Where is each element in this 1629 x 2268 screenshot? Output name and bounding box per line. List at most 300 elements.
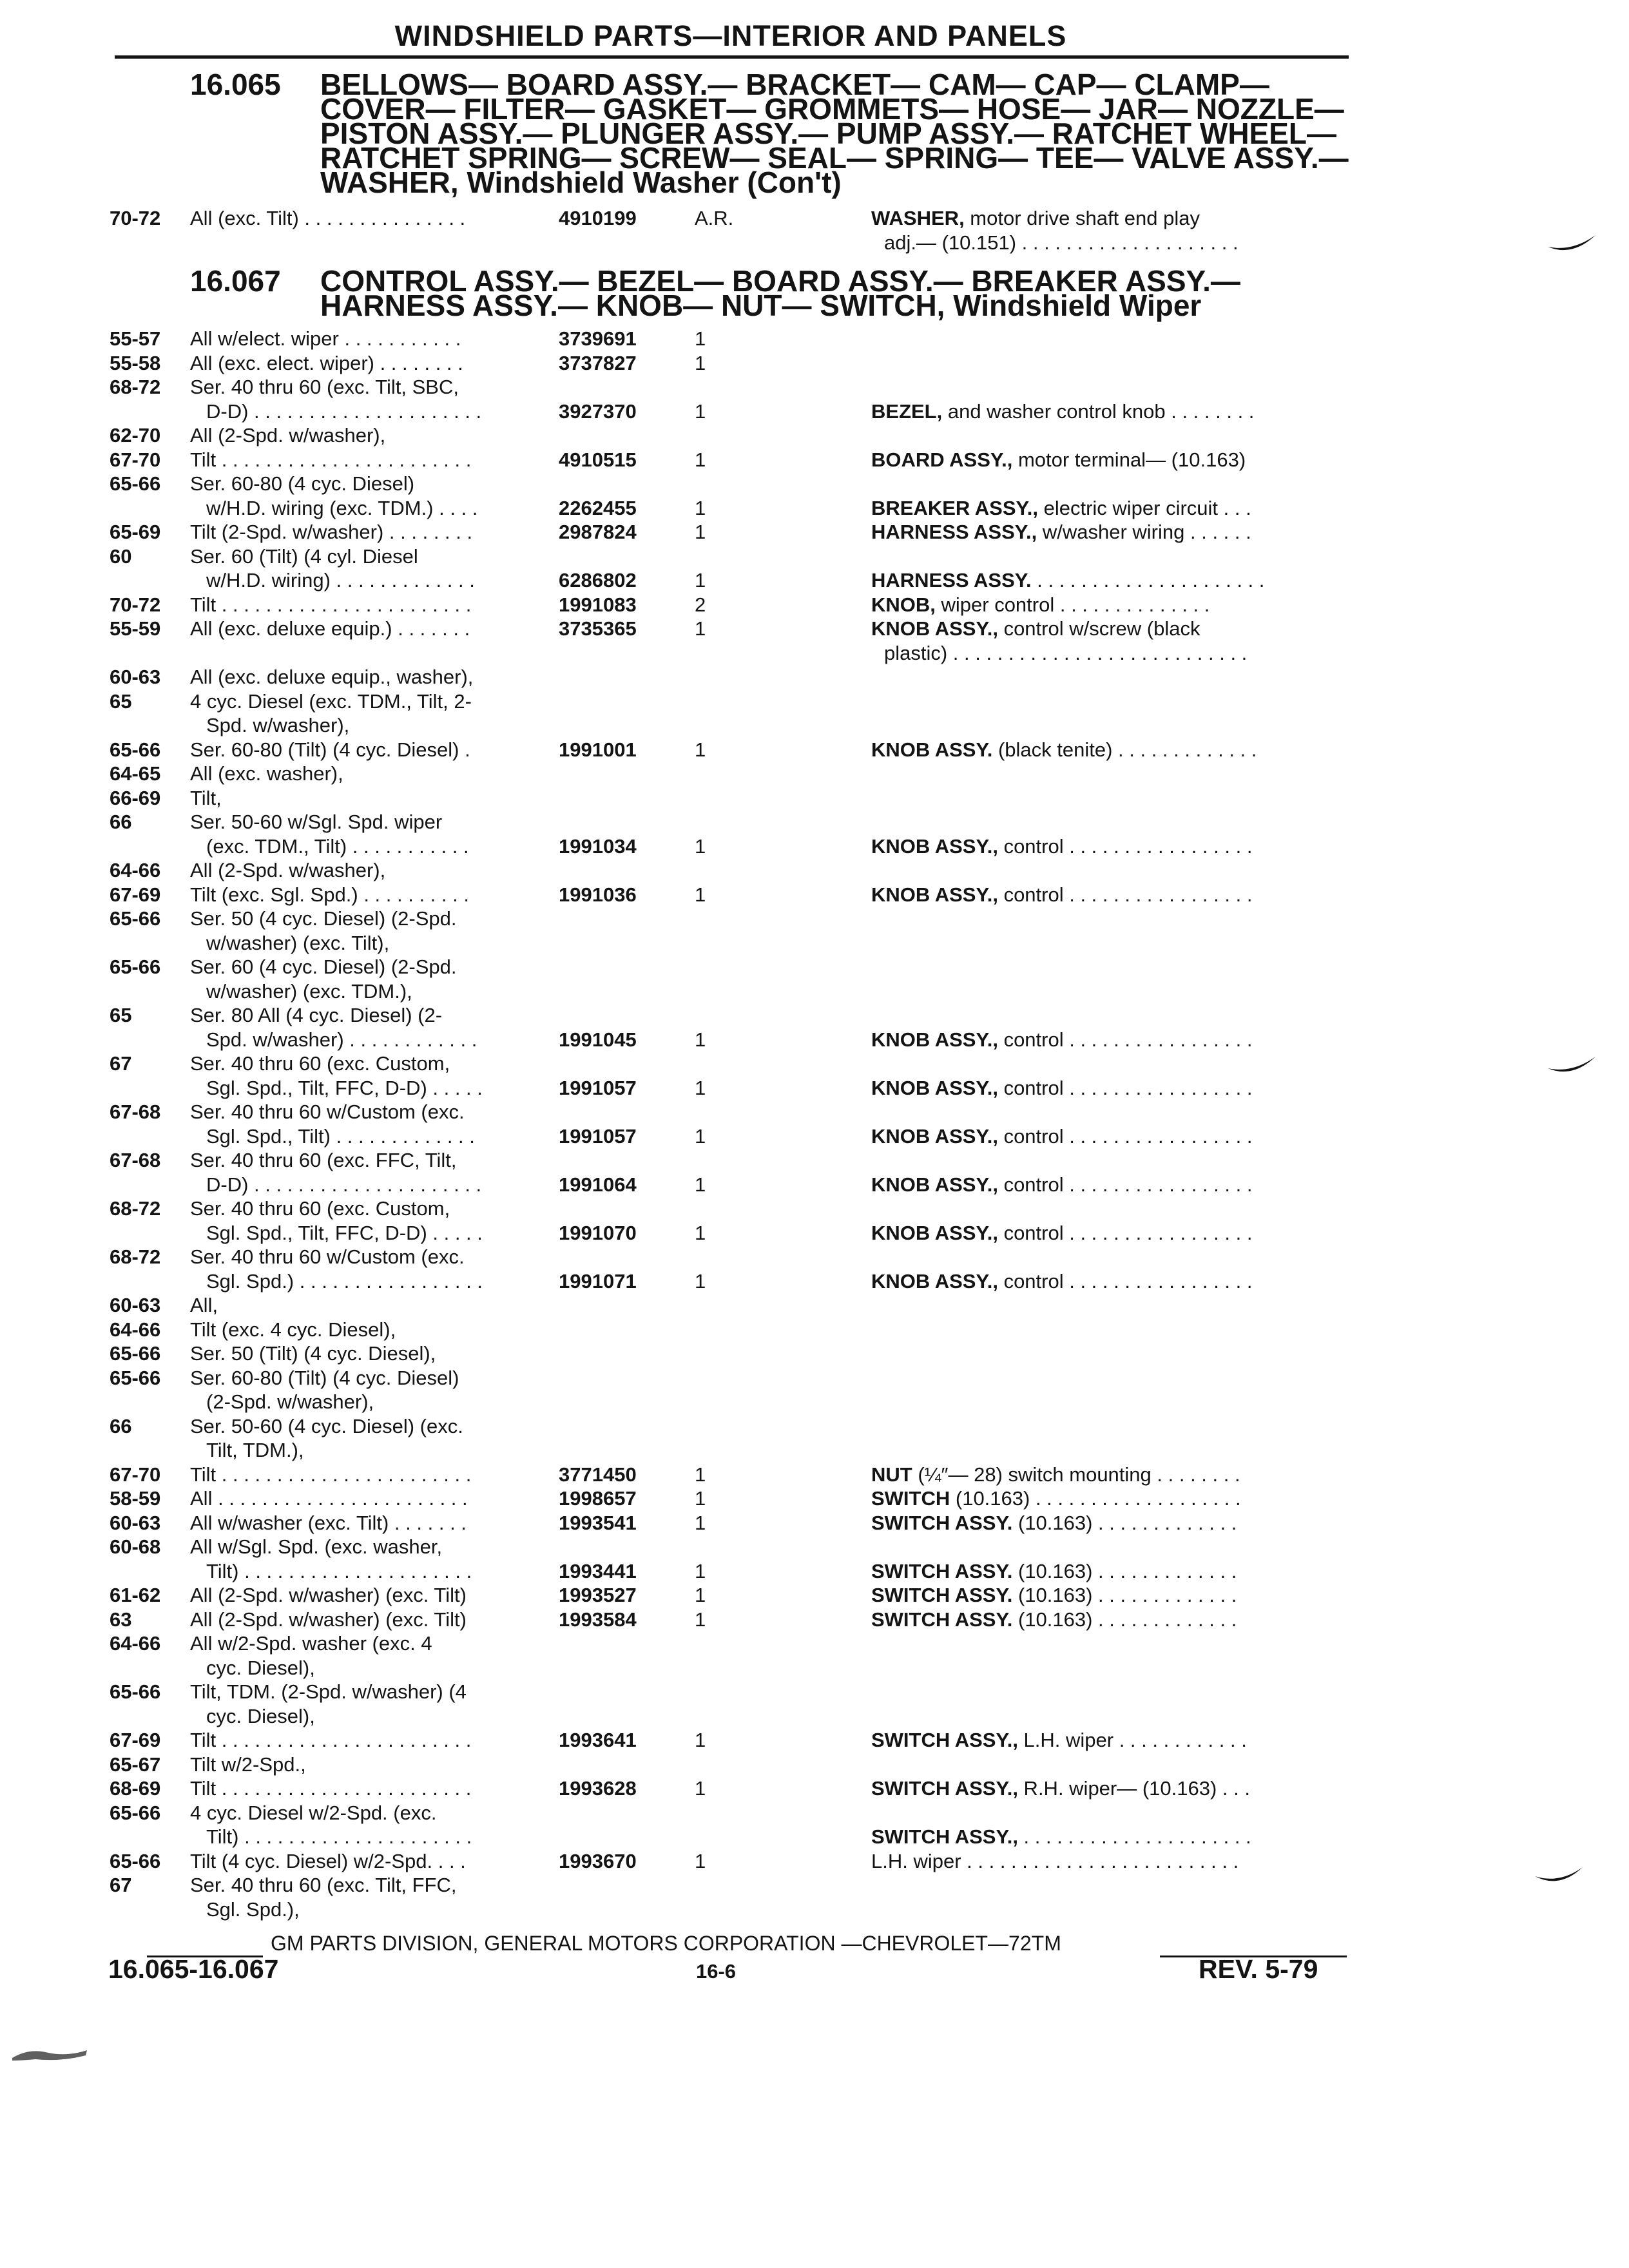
model-years: 60-63 [110, 1294, 161, 1316]
table-row [0, 641, 1629, 665]
application: All (2-Spd. w/washer) (exc. Tilt) [190, 1608, 467, 1631]
application: Sgl. Spd., Tilt) . . . . . . . . . . . . . [206, 1124, 475, 1148]
model-years: 64-66 [110, 1632, 161, 1655]
table-row [0, 1269, 1629, 1293]
part-number: 3737827 [559, 351, 637, 374]
part-number: 1991057 [559, 1076, 637, 1099]
part-detail: (¼″— 28) switch mounting . . . . . . . . [912, 1463, 1240, 1486]
table-row [0, 665, 1629, 689]
model-years: 55-59 [110, 617, 161, 640]
table-row [0, 206, 1629, 230]
part-detail: (10.163) . . . . . . . . . . . . . . . . . . . [950, 1487, 1241, 1510]
application: Tilt (4 cyc. Diesel) w/2-Spd. . . . [190, 1849, 466, 1872]
quantity: 1 [695, 883, 706, 906]
table-row [0, 689, 1629, 713]
section-title [320, 68, 1364, 199]
model-years: 65-66 [110, 956, 161, 978]
description [871, 399, 1342, 423]
application: Tilt . . . . . . . . . . . . . . . . . . . . . . . [190, 448, 472, 471]
part-detail: w/washer wiring . . . . . . [1037, 521, 1251, 543]
table-row [0, 810, 1629, 834]
quantity: 1 [695, 738, 706, 761]
application: All w/washer (exc. Tilt) . . . . . . . [190, 1511, 467, 1534]
application: Tilt, [190, 786, 222, 809]
section-title [320, 264, 1364, 322]
application: (2-Spd. w/washer), [206, 1390, 374, 1413]
quantity: 1 [695, 1124, 706, 1148]
part-name: SWITCH [871, 1487, 950, 1510]
description [871, 206, 1342, 230]
part-name: KNOB ASSY., [871, 883, 998, 906]
description [871, 448, 1342, 472]
application: cyc. Diesel), [206, 1656, 315, 1679]
quantity: 1 [695, 496, 706, 519]
application: Ser. 40 thru 60 (exc. Tilt, SBC, [190, 376, 459, 398]
table-row [0, 1245, 1629, 1269]
table-row [0, 1003, 1629, 1027]
application: Tilt . . . . . . . . . . . . . . . . . . . . . . . [190, 1729, 472, 1751]
part-number: 1991070 [559, 1221, 637, 1244]
application: Sgl. Spd.), [206, 1898, 300, 1921]
application: All (exc. deluxe equip., washer), [190, 666, 474, 688]
table-row [0, 351, 1629, 375]
model-years: 65-66 [110, 1680, 161, 1703]
part-detail: (black tenite) . . . . . . . . . . . . . [992, 738, 1257, 761]
part-number: 1993441 [559, 1559, 637, 1582]
model-years: 64-66 [110, 1318, 161, 1341]
section-title-line: RATCHET SPRING— SCREW— SEAL— SPRING— TEE— VALVE ASSY.— [320, 141, 1349, 175]
table-row [0, 1414, 1629, 1438]
quantity: A.R. [695, 207, 734, 229]
quantity: 1 [695, 1269, 706, 1293]
footer-revision: REV. 5-79 [1199, 1954, 1318, 1984]
quantity: 1 [695, 1511, 706, 1534]
model-years: 65-66 [110, 1849, 161, 1872]
model-years: 64-66 [110, 859, 161, 881]
table-row [0, 1196, 1629, 1220]
part-detail: control . . . . . . . . . . . . . . . . . [998, 1221, 1253, 1244]
part-detail: control . . . . . . . . . . . . . . . . . [998, 834, 1253, 858]
description [871, 1028, 1342, 1052]
part-detail: wiper control . . . . . . . . . . . . . . [935, 593, 1210, 616]
table-row [0, 520, 1629, 544]
model-years: 65 [110, 1004, 132, 1026]
table-row [0, 231, 1629, 255]
part-number: 1991071 [559, 1269, 637, 1293]
model-years: 67-70 [110, 1463, 161, 1486]
table-row [0, 1753, 1629, 1776]
table-row [0, 448, 1629, 472]
part-name: KNOB ASSY., [871, 1173, 998, 1196]
table-row [0, 1124, 1629, 1148]
model-years: 62-70 [110, 424, 161, 447]
table-row [0, 593, 1629, 617]
part-name: HARNESS ASSY., [871, 521, 1037, 543]
table-row [0, 399, 1629, 423]
quantity: 1 [695, 1076, 706, 1099]
application: All (exc. washer), [190, 762, 343, 785]
description [884, 231, 1342, 255]
section-title-line: HARNESS ASSY.— KNOB— NUT— SWITCH, Windshield Wiper [320, 289, 1202, 322]
part-name: BREAKER ASSY., [871, 496, 1038, 519]
part-number: 2262455 [559, 496, 637, 519]
application: All (2-Spd. w/washer), [190, 424, 386, 447]
part-name: KNOB ASSY., [871, 1221, 998, 1244]
part-detail: control . . . . . . . . . . . . . . . . . [998, 1173, 1253, 1196]
table-row [0, 423, 1629, 447]
application: Tilt . . . . . . . . . . . . . . . . . . . . . . . [190, 593, 472, 616]
application: All . . . . . . . . . . . . . . . . . . . . . . . [190, 1487, 468, 1510]
part-detail: L.H. wiper . . . . . . . . . . . . . . . . . . . . . . . . . [871, 1849, 1239, 1872]
table-row [0, 738, 1629, 762]
section-16-067-heading [190, 264, 1369, 322]
table-row [0, 1583, 1629, 1607]
description [871, 1583, 1342, 1607]
table-row [0, 1100, 1629, 1124]
part-number: 1993541 [559, 1511, 637, 1534]
table-row [0, 1511, 1629, 1535]
part-number: 1998657 [559, 1487, 637, 1510]
part-number: 3927370 [559, 399, 637, 423]
application: Ser. 40 thru 60 w/Custom (exc. [190, 1100, 465, 1123]
part-detail: motor drive shaft end play [964, 207, 1200, 229]
quantity: 1 [695, 1729, 706, 1751]
part-name: KNOB ASSY., [871, 1076, 998, 1099]
part-detail: control w/screw (black [998, 617, 1200, 640]
application: (exc. TDM., Tilt) . . . . . . . . . . . [206, 834, 469, 858]
model-years: 60-63 [110, 666, 161, 688]
part-name: KNOB ASSY., [871, 1028, 998, 1051]
table-row [0, 1438, 1629, 1462]
part-number: 1991036 [559, 883, 637, 906]
model-years: 65-66 [110, 738, 161, 761]
model-years: 61-62 [110, 1584, 161, 1606]
model-years: 60 [110, 544, 132, 568]
part-name: KNOB ASSY., [871, 1269, 998, 1293]
application: All w/elect. wiper . . . . . . . . . . . [190, 327, 461, 350]
application: D-D) . . . . . . . . . . . . . . . . . . . . . [206, 399, 482, 423]
description [871, 738, 1342, 762]
description [871, 1776, 1342, 1800]
application: Sgl. Spd., Tilt, FFC, D-D) . . . . . [206, 1076, 483, 1099]
part-number: 1993584 [559, 1608, 637, 1631]
application: Tilt) . . . . . . . . . . . . . . . . . . . . . [206, 1825, 472, 1848]
description [871, 1221, 1342, 1245]
application: Ser. 40 thru 60 (exc. Custom, [190, 1197, 450, 1220]
application: Ser. 60 (4 cyc. Diesel) (2-Spd. [190, 956, 457, 978]
description [871, 520, 1342, 544]
part-number: 3771450 [559, 1463, 637, 1486]
part-detail: (10.163) . . . . . . . . . . . . . [1012, 1584, 1237, 1606]
description [871, 496, 1342, 520]
quantity: 2 [695, 593, 706, 616]
part-name: BEZEL, [871, 399, 943, 423]
table-row [0, 762, 1629, 785]
description [871, 1825, 1342, 1849]
section-title-line: BELLOWS— BOARD ASSY.— BRACKET— CAM— CAP— CLAMP— [320, 68, 1269, 101]
description [871, 1269, 1342, 1293]
part-number: 1991045 [559, 1028, 637, 1051]
part-number: 1993641 [559, 1729, 637, 1751]
part-number: 1991083 [559, 593, 637, 616]
application: Spd. w/washer), [206, 714, 350, 736]
application: Tilt, TDM.), [206, 1439, 304, 1461]
table-row [0, 1052, 1629, 1075]
table-row [0, 544, 1629, 568]
quantity: 1 [695, 1608, 706, 1631]
part-detail: R.H. wiper— (10.163) . . . [1017, 1777, 1250, 1800]
application: Ser. 60 (Tilt) (4 cyl. Diesel [190, 544, 418, 568]
table-row [0, 1608, 1629, 1631]
quantity: 1 [695, 834, 706, 858]
application: Sgl. Spd.) . . . . . . . . . . . . . . . . . [206, 1269, 483, 1293]
description [871, 1559, 1342, 1583]
description [871, 1728, 1342, 1752]
description [871, 834, 1342, 858]
model-years: 66 [110, 811, 132, 833]
part-number: 1993628 [559, 1777, 637, 1800]
model-years: 70-72 [110, 593, 161, 616]
model-years: 64-65 [110, 762, 161, 785]
table-row [0, 1390, 1629, 1414]
application: 4 cyc. Diesel (exc. TDM., Tilt, 2- [190, 689, 472, 713]
application: All (exc. elect. wiper) . . . . . . . . [190, 351, 463, 374]
binder-hole-mark [1547, 229, 1598, 261]
section-title-line: PISTON ASSY.— PLUNGER ASSY.— PUMP ASSY.— RATCHET WHEEL— [320, 117, 1337, 150]
quantity: 1 [695, 1487, 706, 1510]
application: Ser. 40 thru 60 (exc. Custom, [190, 1052, 450, 1075]
model-years: 68-69 [110, 1777, 161, 1800]
part-name: KNOB ASSY., [871, 1124, 998, 1148]
part-name: KNOB ASSY., [871, 834, 998, 858]
section-title-line: CONTROL ASSY.— BEZEL— BOARD ASSY.— BREAKER ASSY.— [320, 264, 1240, 298]
description [871, 1849, 1342, 1873]
description [884, 641, 1342, 665]
model-years: 67-68 [110, 1149, 161, 1171]
part-detail: (10.163) . . . . . . . . . . . . . [1012, 1511, 1237, 1534]
model-years: 67-70 [110, 448, 161, 471]
table-row [0, 1631, 1629, 1655]
part-detail: . . . . . . . . . . . . . . . . . . . . . [1031, 569, 1265, 591]
table-row [0, 1366, 1629, 1390]
section-title-line: WASHER, Windshield Washer (Con't) [320, 166, 842, 199]
footer-page-number: 16-6 [696, 1960, 737, 1983]
model-years: 67 [110, 1874, 132, 1896]
model-years: 68-72 [110, 376, 161, 398]
table-row [0, 1898, 1629, 1921]
part-number: 1993527 [559, 1584, 637, 1606]
part-detail: and washer control knob . . . . . . . . [942, 399, 1255, 423]
quantity: 1 [695, 351, 706, 374]
model-years: 63 [110, 1608, 132, 1631]
application: Ser. 80 All (4 cyc. Diesel) (2- [190, 1004, 443, 1026]
quantity: 1 [695, 569, 706, 591]
quantity: 1 [695, 521, 706, 543]
part-detail: (10.163) . . . . . . . . . . . . . [1012, 1559, 1237, 1582]
part-number: 1991064 [559, 1173, 637, 1196]
model-years: 65-66 [110, 1801, 161, 1824]
section-number: 16.067 [190, 264, 281, 298]
part-number: 1991057 [559, 1124, 637, 1148]
description [871, 1486, 1342, 1510]
description [871, 1608, 1342, 1631]
description [871, 617, 1342, 640]
application: w/H.D. wiring (exc. TDM.) . . . . [206, 496, 478, 519]
model-years: 67 [110, 1052, 132, 1075]
quantity: 1 [695, 327, 706, 350]
table-row [0, 1486, 1629, 1510]
part-number: 3739691 [559, 327, 637, 350]
binder-hole-mark [1534, 1862, 1585, 1894]
description [871, 1076, 1342, 1100]
application: cyc. Diesel), [206, 1704, 315, 1727]
application: Ser. 60-80 (Tilt) (4 cyc. Diesel) [190, 1366, 459, 1389]
application: Tilt w/2-Spd., [190, 1753, 306, 1776]
page-header: WINDSHIELD PARTS—INTERIOR AND PANELS [394, 19, 1067, 52]
table-row [0, 834, 1629, 858]
table-row [0, 1293, 1629, 1317]
part-detail: adj.— (10.151) . . . . . . . . . . . . . . . . . . . . [884, 231, 1239, 254]
part-name: SWITCH ASSY., [871, 1729, 1018, 1751]
part-name: SWITCH ASSY. [871, 1608, 1013, 1631]
application: Tilt . . . . . . . . . . . . . . . . . . . . . . . [190, 1463, 472, 1486]
application: All (exc. deluxe equip.) . . . . . . . [190, 617, 470, 640]
part-name: SWITCH ASSY., [871, 1825, 1018, 1848]
part-name: WASHER, [871, 207, 965, 229]
quantity: 1 [695, 1028, 706, 1051]
part-detail: electric wiper circuit . . . [1037, 496, 1251, 519]
part-name: KNOB, [871, 593, 936, 616]
application: w/H.D. wiring) . . . . . . . . . . . . . [206, 569, 475, 591]
quantity: 1 [695, 1559, 706, 1582]
application: All, [190, 1294, 218, 1316]
table-row [0, 472, 1629, 495]
model-years: 70-72 [110, 207, 161, 229]
description [871, 883, 1342, 907]
table-row [0, 1341, 1629, 1365]
part-detail: (10.163) . . . . . . . . . . . . . [1012, 1608, 1237, 1631]
table-row [0, 1849, 1629, 1873]
table-row [0, 1173, 1629, 1196]
application: All (2-Spd. w/washer) (exc. Tilt) [190, 1584, 467, 1606]
table-row [0, 1535, 1629, 1559]
table-row [0, 617, 1629, 640]
table-row [0, 1076, 1629, 1100]
table-row [0, 375, 1629, 399]
description [871, 568, 1342, 592]
application: Sgl. Spd., Tilt, FFC, D-D) . . . . . [206, 1221, 483, 1244]
application: 4 cyc. Diesel w/2-Spd. (exc. [190, 1801, 437, 1824]
model-years: 67-68 [110, 1100, 161, 1123]
table-row [0, 1801, 1629, 1825]
section-number: 16.065 [190, 68, 281, 101]
binder-hole-mark [1547, 1050, 1598, 1082]
header-rule [115, 55, 1349, 59]
table-row [0, 1680, 1629, 1704]
section-16-065-heading [190, 68, 1369, 199]
application: Tilt (exc. Sgl. Spd.) . . . . . . . . . . [190, 883, 469, 906]
application: Tilt (exc. 4 cyc. Diesel), [190, 1318, 396, 1341]
model-years: 65-67 [110, 1753, 161, 1776]
model-years: 67-69 [110, 883, 161, 906]
table-row [0, 713, 1629, 737]
part-name: SWITCH ASSY. [871, 1511, 1013, 1534]
table-row [0, 931, 1629, 955]
part-name: SWITCH ASSY., [871, 1777, 1018, 1800]
application: All w/2-Spd. washer (exc. 4 [190, 1632, 432, 1655]
part-number: 6286802 [559, 569, 637, 591]
part-number: 1991034 [559, 834, 637, 858]
description [871, 1463, 1342, 1486]
application: Ser. 50 (Tilt) (4 cyc. Diesel), [190, 1342, 436, 1365]
application: Tilt) . . . . . . . . . . . . . . . . . . . . . [206, 1559, 472, 1582]
part-detail: control . . . . . . . . . . . . . . . . . [998, 1124, 1253, 1148]
quantity: 1 [695, 448, 706, 471]
table-row [0, 1318, 1629, 1341]
part-name: NUT [871, 1463, 912, 1486]
table-row [0, 496, 1629, 520]
part-detail: . . . . . . . . . . . . . . . . . . . . . [1017, 1825, 1251, 1848]
application: Ser. 50-60 (4 cyc. Diesel) (exc. [190, 1414, 463, 1437]
model-years: 68-72 [110, 1197, 161, 1220]
part-name: HARNESS ASSY. [871, 569, 1032, 591]
description [871, 1511, 1342, 1535]
part-name: KNOB ASSY., [871, 617, 998, 640]
part-detail: control . . . . . . . . . . . . . . . . . [998, 1076, 1253, 1099]
part-detail: L.H. wiper . . . . . . . . . . . . [1017, 1729, 1247, 1751]
application: Ser. 50-60 w/Sgl. Spd. wiper [190, 811, 443, 833]
table-row [0, 1656, 1629, 1680]
quantity: 1 [695, 1463, 706, 1486]
table-row [0, 1463, 1629, 1486]
table-row [0, 1704, 1629, 1728]
table-row [0, 955, 1629, 979]
application: Tilt (2-Spd. w/washer) . . . . . . . . [190, 521, 473, 543]
model-years: 55-57 [110, 327, 161, 350]
part-number: 2987824 [559, 521, 637, 543]
part-name: SWITCH ASSY. [871, 1559, 1013, 1582]
model-years: 67-69 [110, 1729, 161, 1751]
application: All (exc. Tilt) . . . . . . . . . . . . . . . [190, 207, 466, 229]
description [871, 1173, 1342, 1196]
table-row [0, 1148, 1629, 1172]
table-row [0, 907, 1629, 930]
table-row [0, 786, 1629, 810]
model-years: 68-72 [110, 1245, 161, 1268]
quantity: 1 [695, 1584, 706, 1606]
part-detail: motor terminal— (10.163) [1012, 448, 1246, 471]
description [871, 593, 1342, 617]
quantity: 1 [695, 1777, 706, 1800]
part-detail: control . . . . . . . . . . . . . . . . . [998, 1269, 1253, 1293]
part-detail: control . . . . . . . . . . . . . . . . . [998, 1028, 1253, 1051]
table-row [0, 1873, 1629, 1897]
quantity: 1 [695, 399, 706, 423]
application: Spd. w/washer) . . . . . . . . . . . . [206, 1028, 477, 1051]
description [871, 1124, 1342, 1148]
table-row [0, 1221, 1629, 1245]
model-years: 58-59 [110, 1487, 161, 1510]
application: D-D) . . . . . . . . . . . . . . . . . . . . . [206, 1173, 482, 1196]
table-row [0, 1728, 1629, 1752]
table-row [0, 1776, 1629, 1800]
part-number: 3735365 [559, 617, 637, 640]
application: Ser. 40 thru 60 w/Custom (exc. [190, 1245, 465, 1268]
part-name: SWITCH ASSY. [871, 1584, 1013, 1606]
model-years: 65-66 [110, 907, 161, 930]
model-years: 66-69 [110, 786, 161, 809]
footer-section-range: 16.065-16.067 [108, 1954, 279, 1984]
